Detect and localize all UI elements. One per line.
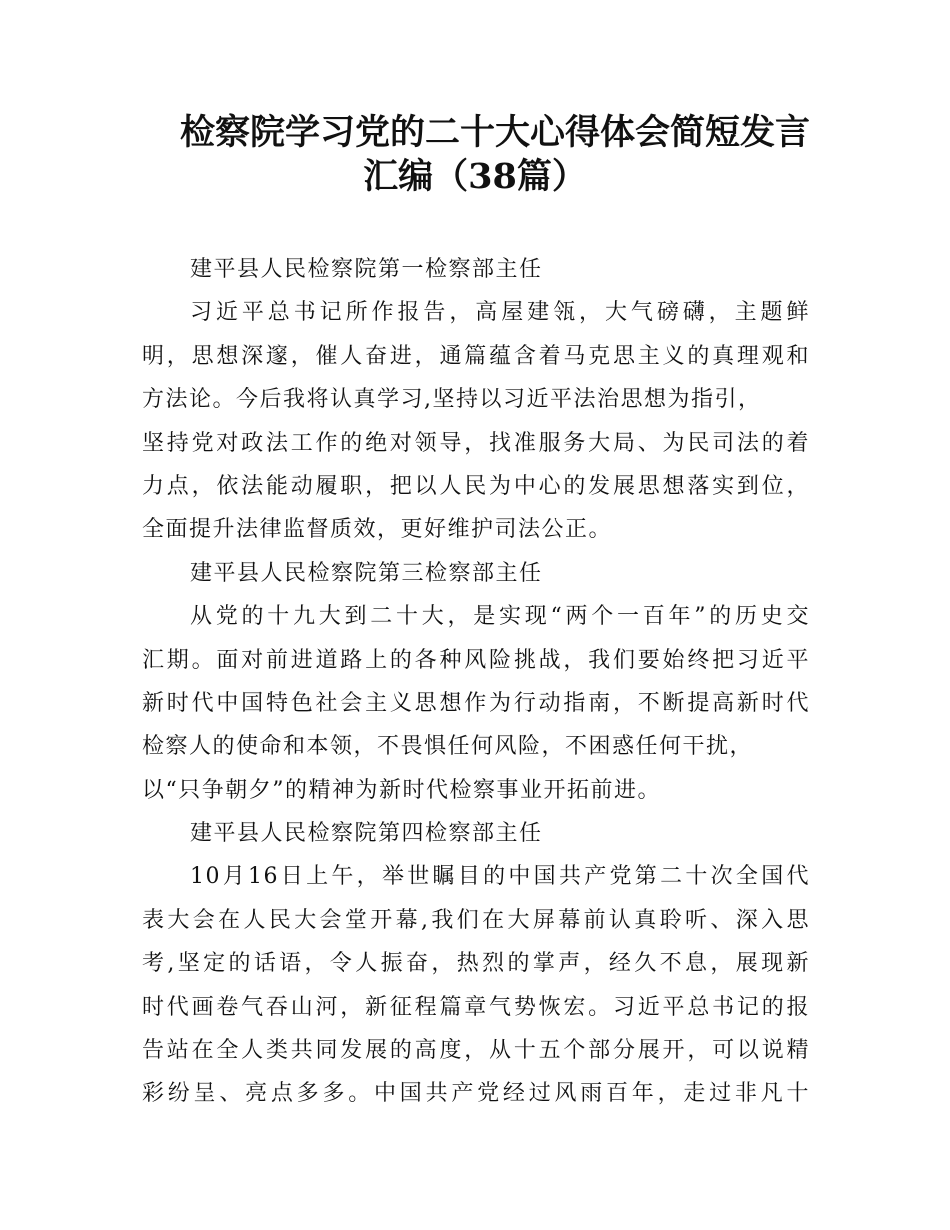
paragraph-line: 彩纷呈、亮点多多。中国共产党经过风雨百年，走过非凡十 — [142, 1081, 810, 1107]
paragraph-line: 10月16日上午，举世瞩目的中国共产党第二十次全国代 — [190, 864, 810, 890]
document-title-line-2: 汇编（38篇） — [363, 156, 587, 197]
document-title-line-1: 检察院学习党的二十大心得体会简短发言 — [179, 112, 810, 153]
paragraph-line: 表大会在人民大会堂开幕,我们在大屏幕前认真聆听、深入思 — [142, 907, 810, 933]
document-body — [142, 248, 810, 1116]
paragraph-line: 告站在全人类共同发展的高度，从十五个部分展开，可以说精 — [142, 1038, 810, 1064]
paragraph-line: 汇期。面对前进道路上的各种风险挑战，我们要始终把习近平 — [142, 647, 810, 673]
paragraph-line: 考,坚定的话语，令人振奋，热烈的掌声，经久不息，展现新 — [142, 951, 810, 977]
paragraph-line: 时代画卷气吞山河，新征程篇章气势恢宏。习近平总书记的报 — [142, 994, 810, 1020]
paragraph-line: 全面提升法律监督质效，更好维护司法公正。 — [142, 517, 613, 543]
paragraph-line: 方法论。今后我将认真学习,坚持以习近平法治思想为指引， — [142, 387, 762, 413]
section-heading: 建平县人民检察院第四检察部主任 — [190, 821, 543, 847]
paragraph-line: 明，思想深邃，催人奋进，通篇蕴含着马克思主义的真理观和 — [142, 343, 810, 369]
section-heading: 建平县人民检察院第三检察部主任 — [190, 560, 543, 586]
paragraph-line: 新时代中国特色社会主义思想作为行动指南，不断提高新时代 — [142, 690, 810, 716]
paragraph-line: 检察人的使命和本领，不畏惧任何风险，不困惑任何干扰， — [142, 734, 754, 760]
paragraph-line: 习近平总书记所作报告，高屋建瓴，大气磅礴，主题鲜 — [190, 300, 810, 326]
paragraph-line: 力点，依法能动履职，把以人民为中心的发展思想落实到位， — [142, 473, 810, 499]
paragraph-line: 从党的十九大到二十大，是实现“两个一百年”的历史交 — [190, 604, 810, 630]
paragraph-line: 以“只争朝夕”的精神为新时代检察事业开拓前进。 — [142, 777, 661, 803]
paragraph-line: 坚持党对政法工作的绝对领导，找准服务大局、为民司法的着 — [142, 430, 810, 456]
section-heading: 建平县人民检察院第一检察部主任 — [190, 257, 543, 282]
